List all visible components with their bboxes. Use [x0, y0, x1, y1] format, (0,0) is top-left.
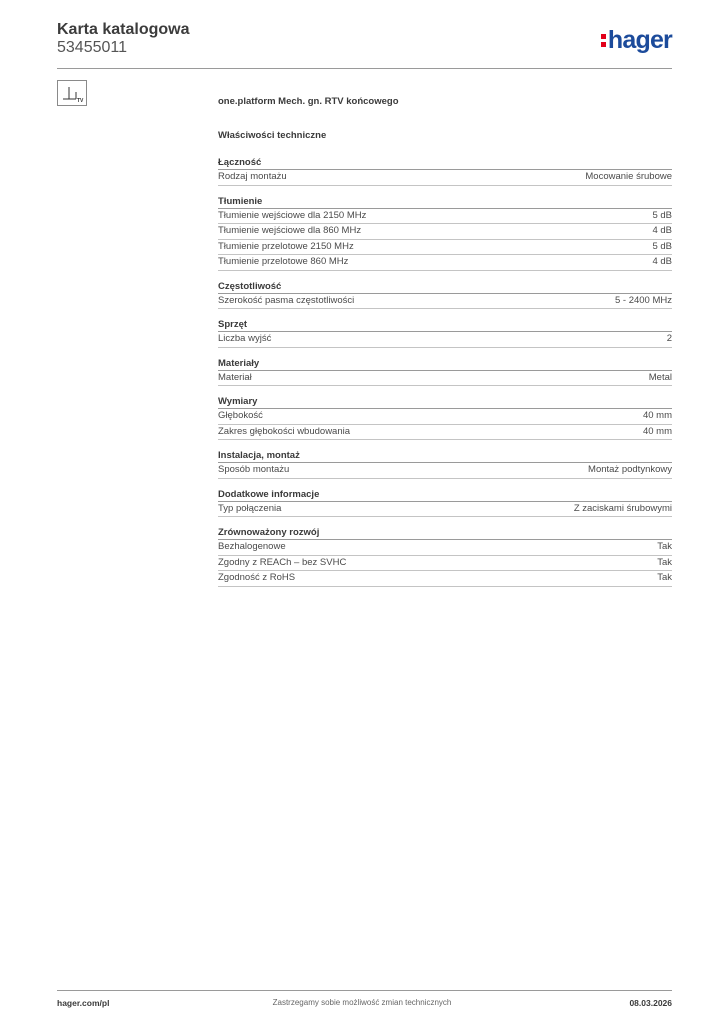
property-group: [218, 196, 672, 271]
property-row: [218, 240, 672, 256]
property-label: Materiał: [218, 371, 252, 383]
property-row: [218, 463, 672, 479]
property-value: Z zaciskami śrubowymi: [573, 502, 672, 514]
property-label: Głębokość: [218, 410, 263, 421]
property-label: Zgodny z REACh – bez SVHC: [218, 556, 347, 568]
property-value: Mocowanie śrubowe: [585, 171, 672, 182]
property-rows: [218, 539, 672, 587]
property-label: Tłumienie przelotowe 2150 MHz: [218, 240, 354, 252]
group-title: Wymiary: [218, 396, 258, 407]
tv-outlet-symbol-icon: [57, 80, 87, 106]
property-row: [218, 209, 672, 225]
property-label: Szerokość pasma częstotliwości: [218, 294, 355, 306]
property-row: [218, 224, 672, 240]
property-value: 5 dB: [652, 240, 672, 252]
property-label: Zakres głębokości wbudowania: [218, 425, 351, 437]
property-row: [218, 409, 672, 425]
property-value: 2: [666, 333, 672, 344]
property-row: [218, 540, 672, 556]
property-rows: [218, 331, 672, 348]
group-title: Częstotliwość: [218, 280, 282, 292]
property-label: Tłumienie wejściowe dla 860 MHz: [218, 225, 362, 236]
property-group: [218, 319, 672, 348]
section-heading: Właściwości techniczne: [218, 130, 327, 141]
property-row: [218, 170, 672, 186]
group-title: Sprzęt: [218, 319, 248, 330]
group-title: Instalacja, montaż: [218, 450, 300, 461]
logo-text: hager: [607, 26, 672, 54]
property-group: [218, 157, 672, 186]
property-row: [218, 571, 672, 587]
document-title: Karta katalogowa: [57, 21, 190, 38]
property-row: [218, 255, 672, 271]
property-label: Tłumienie przelotowe 860 MHz: [218, 256, 349, 267]
property-rows: [218, 370, 672, 387]
property-group: [218, 527, 672, 587]
technical-properties: [218, 157, 672, 597]
property-label: Zgodność z RoHS: [218, 572, 296, 583]
property-value: 4 dB: [652, 225, 672, 236]
property-label: Typ połączenia: [218, 502, 282, 514]
property-group: [218, 450, 672, 479]
property-value: Metal: [648, 371, 672, 383]
property-value: Tak: [657, 541, 672, 552]
logo-dots-icon: [601, 32, 607, 48]
property-value: 40 mm: [642, 425, 672, 437]
property-value: Tak: [657, 556, 672, 568]
catalog-code: 53455011: [57, 39, 127, 56]
property-group: [218, 358, 672, 387]
property-row: [218, 425, 672, 441]
footer-divider: [57, 990, 672, 991]
property-group: [218, 396, 672, 440]
group-title: Materiały: [218, 357, 260, 369]
property-rows: [218, 169, 672, 186]
property-value: 5 - 2400 MHz: [614, 294, 672, 306]
property-rows: [218, 408, 672, 440]
property-label: Rodzaj montażu: [218, 171, 287, 182]
property-label: Tłumienie wejściowe dla 2150 MHz: [218, 209, 367, 221]
property-rows: [218, 462, 672, 479]
property-value: 4 dB: [652, 256, 672, 267]
group-title: Tłumienie: [218, 195, 263, 207]
property-group: [218, 281, 672, 310]
property-value: 5 dB: [652, 209, 672, 221]
property-row: [218, 502, 672, 518]
property-row: [218, 371, 672, 387]
group-title: Dodatkowe informacje: [218, 488, 320, 500]
property-label: Liczba wyjść: [218, 333, 272, 344]
footer-date: 08.03.2026: [629, 998, 672, 1008]
property-label: Sposób montażu: [218, 464, 290, 475]
property-group: [218, 489, 672, 518]
footer-disclaimer: Zastrzegamy sobie możliwość zmian technicznych: [272, 998, 452, 1007]
product-name: one.platform Mech. gn. RTV końcowego: [218, 96, 399, 107]
group-title: Łączność: [218, 157, 262, 168]
group-title: Zrównoważony rozwój: [218, 527, 320, 538]
header-divider: [57, 68, 672, 69]
property-row: [218, 332, 672, 348]
property-rows: [218, 501, 672, 518]
property-label: Bezhalogenowe: [218, 541, 286, 552]
property-value: 40 mm: [642, 410, 672, 421]
hager-logo: [601, 28, 672, 53]
symbol-label: TV: [77, 98, 84, 104]
property-rows: [218, 208, 672, 271]
property-row: [218, 556, 672, 572]
property-value: Tak: [657, 572, 672, 583]
footer-website[interactable]: hager.com/pl: [57, 998, 110, 1008]
property-rows: [218, 293, 672, 310]
property-value: Montaż podtynkowy: [588, 464, 672, 475]
property-row: [218, 294, 672, 310]
